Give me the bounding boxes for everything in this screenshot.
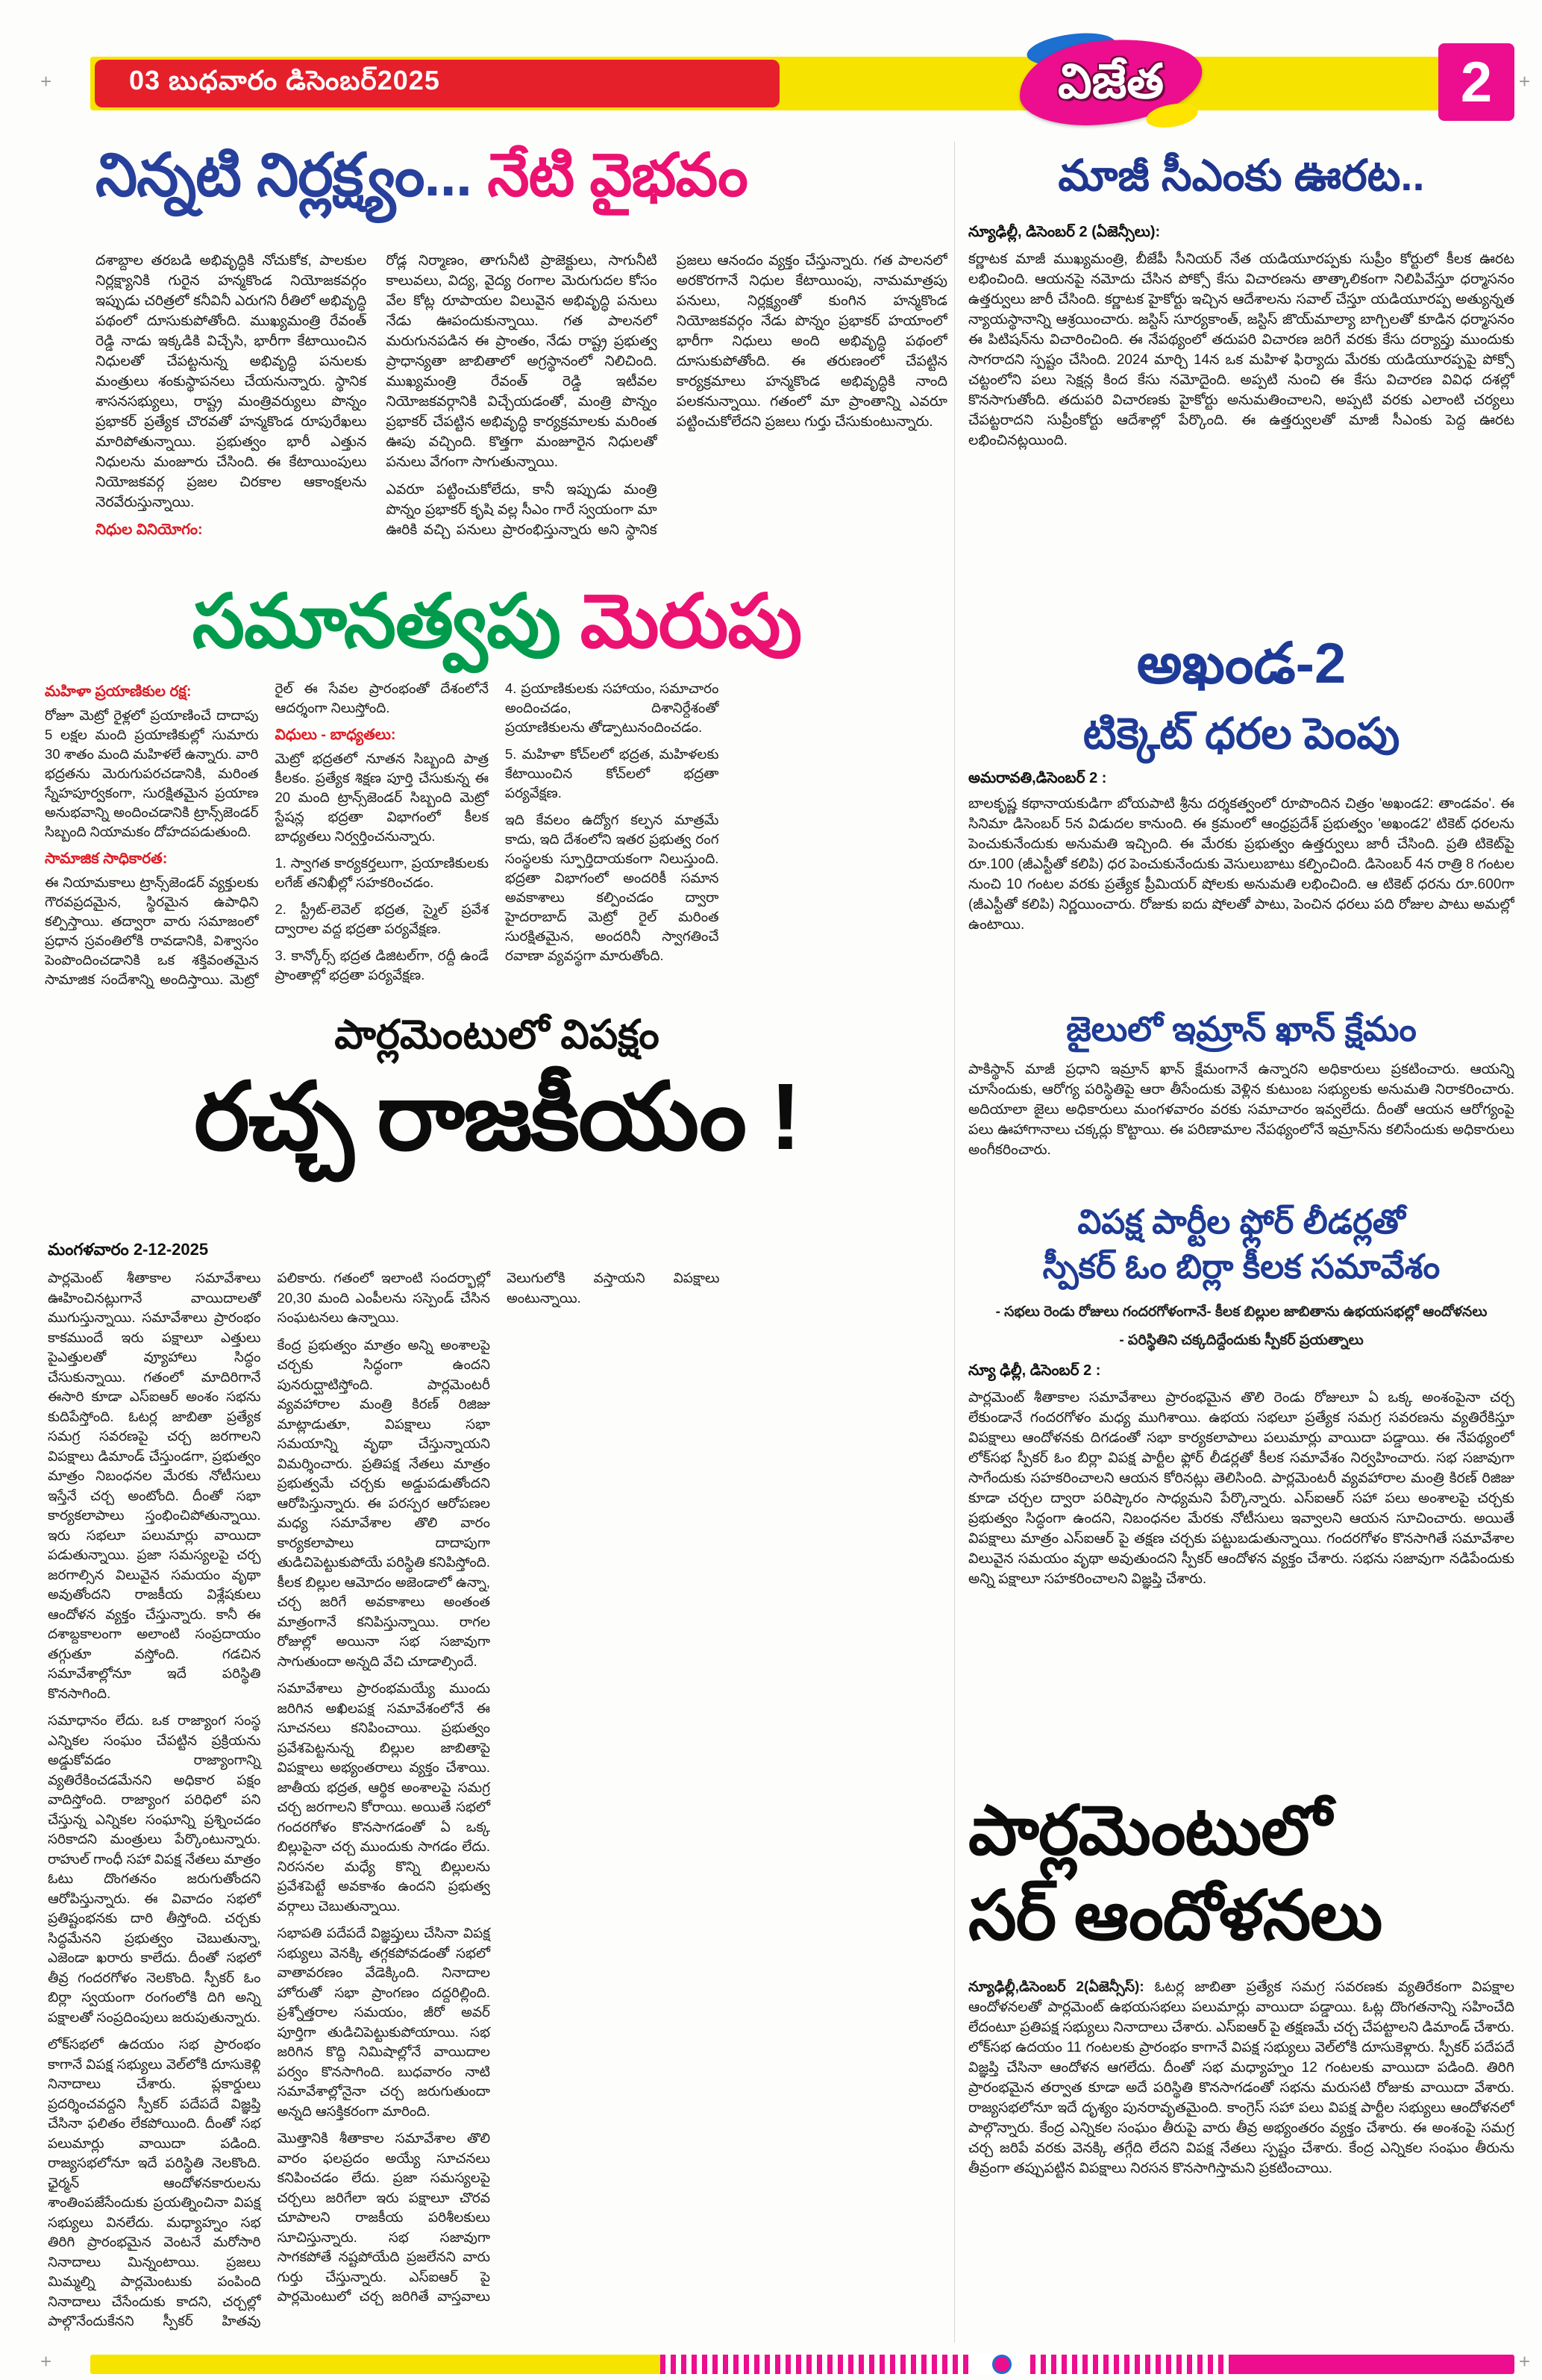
parliament-dateline: మంగళవారం 2-12-2025 bbox=[48, 1240, 209, 1259]
speaker-headline-line1: విపక్ష పార్టీల ఫ్లోర్ లీడర్లతో bbox=[1077, 1203, 1405, 1241]
footer-badge-icon bbox=[992, 2355, 1012, 2374]
body-paragraph: మొత్తానికి శీతాకాల సమావేశాల తొలి వారం ఫలప్రదం అయ్యే సూచనలు కనిపించడం లేదు. ప్రజా సమస్యలపై చర్చలు జరిగేలా ఇరు పక్షాలూ చొరవ చూపాలని రాజకీయ పరిశీలకులు సూచిస్తున్నారు. సభ సజావుగా సాగకపోతే నష్టపోయేది ప్రజలేనని వారు గుర్తు చేస్తున్నారు. ఎస్ఐఆర్ పై పార్లమెంటులో చర్చ జరిగితే వాస్తవాలు వెలుగులోకి వస్తాయని విపక్షాలు అంటున్నాయి. bbox=[277, 1270, 720, 2304]
page-number: 2 bbox=[1460, 50, 1493, 114]
sir-dateline: న్యూఢిల్లీ,డిసెంబర్ 2(ఏజెన్సీస్): bbox=[968, 1979, 1144, 1995]
akhanda-body bbox=[968, 794, 1514, 1004]
cm-article-headline: మాజీ సీఎంకు ఊరట.. bbox=[1058, 151, 1425, 200]
crop-mark-top-left: + bbox=[40, 70, 52, 93]
date-box bbox=[95, 60, 780, 107]
footer-stripe-segment bbox=[1030, 2355, 1229, 2374]
page-number-box bbox=[1438, 43, 1514, 121]
lead-headline-part1: నిన్నటి నిర్లక్ష్యం... bbox=[95, 142, 472, 208]
body-paragraph: ఈ నియామకాలు ట్రాన్స్‌జెండర్ వ్యక్తులకు గౌరవప్రదమైన, స్థిరమైన ఉపాధిని కల్పిస్తాయి. తద్వారా వారు సమాజంలో ప్రధాన స్రవంతిలోకి రావడానికి, విశ్వాసం పెంపొందించడానికి ఒక శక్తివంతమైన సామాజిక సందేశాన్ని అందిస్తాయి. మెట్రో రైల్ ఈ సేవల ప్రారంభంతో దేశంలోనే ఆదర్శంగా నిలుస్తోంది. bbox=[45, 680, 489, 987]
equality-headline-part2: మెరుపు bbox=[560, 580, 802, 663]
speaker-dateline: న్యూ ఢిల్లీ, డిసెంబర్ 2 : bbox=[968, 1362, 1101, 1379]
equality-subhead-3: విధులు - బాధ్యతలు: bbox=[275, 727, 396, 743]
footer-stripe-segment bbox=[660, 2355, 974, 2374]
body-paragraph: ఎవరూ పట్టించుకోలేదు, కానీ ఇప్పుడు మంత్రి పొన్నం ప్రభాకర్ కృషి వల్ల సీఎం గారే స్వయంగా మా ఊరికి వచ్చి పనులు ప్రారంభిస్తున్నారు అని స్థానిక ప్రజలు ఆనందం వ్యక్తం చేస్తున్నారు. గత పాలనలో అరకొరగానే నిధుల కేటాయింపు, నామమాత్రపు పనులు, నిర్లక్ష్యంతో కుంగిన హన్మకొండ నియోజకవర్గం నేడు పొన్నం ప్రభాకర్ హయాంలో భారీగా నిధులు అంది అభివృద్ధి పథంలో దూసుకుపోతోంది. ఈ తరుణంలో చేపట్టిన కార్యక్రమాలు హన్మకొండ అభివృద్ధికి నాంది పలకనున్నాయి. గతంలో మా ప్రాంతాన్ని ఎవరూ పట్టించుకోలేదని ప్రజలు గుర్తు చేసుకుంటున్నారు. bbox=[386, 253, 947, 538]
list-item: 2. స్ట్రీట్-లెవెల్ భద్రత, స్మైల్ ప్రవేశ ద్వారాల వద్ద భద్రతా పర్యవేక్షణ. bbox=[275, 901, 489, 936]
speaker-deck-2: - పరిస్థితిని చక్కదిద్దేందుకు స్పీకర్ ప్రయత్నాలు bbox=[1119, 1333, 1364, 1348]
lead-subhead: నిధుల వినియోగం: bbox=[95, 522, 203, 538]
list-item: 5. మహిళా కోచ్‌లలో భద్రత, మహిళలకు కేటాయించిన కోచ్‌లలో భద్రతా పర్యవేక్షణ. bbox=[505, 746, 719, 801]
footer-yellow-segment bbox=[90, 2355, 660, 2374]
crop-mark-bottom-left: + bbox=[40, 2350, 52, 2373]
body-paragraph: ఇది కేవలం ఉద్యోగ కల్పన మాత్రమే కాదు, ఇది దేశంలోని ఇతర ప్రభుత్వ రంగ సంస్థలకు స్ఫూర్తిదాయకంగా నిలుస్తుంది. భద్రతా విభాగంలో అందరికీ సమాన అవకాశాలు కల్పించడం ద్వారా హైదరాబాద్ మెట్రో రైల్ మరింత సురక్షితమైన, అందరినీ స్వాగతించే రవాణా వ్యవస్థగా మారుతోంది. bbox=[505, 812, 719, 963]
imran-headline: జైలులో ఇమ్రాన్ ఖాన్ క్షేమం bbox=[1066, 1009, 1417, 1048]
column-divider bbox=[954, 142, 955, 2343]
akhanda-headline-line1: అఖండ-2 bbox=[1136, 632, 1347, 695]
footer-strip bbox=[90, 2355, 1514, 2374]
body-paragraph: మెట్రో భద్రతలో నూతన సిబ్బంది పాత్ర కీలకం. ప్రత్యేక శిక్షణ పూర్తి చేసుకున్న ఈ 20 మంది ట్రాన్స్‌జెండర్ సిబ్బంది మెట్రో స్టేషన్ల భద్రతా విభాగంలో కీలక బాధ్యతలు నిర్వర్తించనున్నారు. bbox=[275, 751, 489, 844]
sir-headline-line2: సర్ ఆందోళనలు bbox=[968, 1878, 1382, 1954]
equality-subhead-2: సామాజిక సాధికారత: bbox=[45, 851, 168, 867]
akhanda-headline-line2: టిక్కెట్ ధరల పెంపు bbox=[1082, 710, 1400, 758]
body-paragraph: సమాధానం లేదు. ఒక రాజ్యాంగ సంస్థ ఎన్నికల సంఘం చేపట్టిన ప్రక్రియను అడ్డుకోవడం రాజ్యాంగాన్ని వ్యతిరేకించడమేనని అధికార పక్షం వాదిస్తోంది. రాజ్యాంగ పరిధిలో పని చేస్తున్న ఎన్నికల సంఘాన్ని ప్రశ్నించడం సరికాదని మంత్రులు పేర్కొంటున్నారు. రాహుల్ గాంధీ సహా విపక్ష నేతలు మాత్రం ఓటు దొంగతనం జరుగుతోందని ఆరోపిస్తున్నారు. ఈ వివాదం సభలో ప్రతిష్టంభనకు దారి తీస్తోంది. చర్చకు సిద్ధమేనని ప్రభుత్వం చెబుతున్నా, ఎజెండా ఖరారు కాలేదు. దీంతో సభలో తీవ్ర గందరగోళం నెలకొంది. స్పీకర్ ఓం బిర్లా స్వయంగా రంగంలోకి దిగి అన్ని పక్షాలతో సంప్రదింపులు జరుపుతున్నారు. bbox=[48, 1712, 261, 2025]
body-paragraph: దశాబ్దాల తరబడి అభివృద్ధికి నోచుకోక, పాలకుల నిర్లక్ష్యానికి గురైన హన్మకొండ నియోజకవర్గం ఇప్పుడు చరిత్రలో కనీవినీ ఎరుగని రీతిలో అభివృద్ధి పథంలో దూసుకుపోతోంది. ముఖ్యమంత్రి రేవంత్ రెడ్డి నాడు ఇక్కడికి విచ్చేసి, భారీగా కేటాయించిన నిధులతో చేపట్టనున్న అభివృద్ధి పనులకు మంత్రులు శంకుస్థాపనలు చేయనున్నారు. స్థానిక శాసనసభ్యులు, రాష్ట్ర మంత్రివర్యులు పొన్నం ప్రభాకర్ ప్రత్యేక చొరవతో హన్మకొండ రూపురేఖలు మారిపోతున్నాయి. ప్రభుత్వం భారీ ఎత్తున నిధులను మంజూరు చేసింది. ఈ కేటాయింపులు నియోజకవర్గ ప్రజల చిరకాల ఆకాంక్షలను నెరవేరుస్తున్నాయి. bbox=[95, 253, 367, 510]
equality-body bbox=[45, 679, 949, 1007]
body-paragraph: పాకిస్థాన్ మాజీ ప్రధాని ఇమ్రాన్ ఖాన్ క్షేమంగానే ఉన్నారని అధికారులు ప్రకటించారు. ఆయన్ని చూసేందుకు, ఆరోగ్య పరిస్థితిపై ఆరా తీసేందుకు వెళ్లిన కుటుంబ సభ్యులకు అనుమతి నిరాకరించారు. అదియాలా జైలు అధికారులు మంగళవారం వరకు సమాచారం ఇవ్వలేదు. దీంతో ఆయన ఆరోగ్యంపై పలు ఊహాగానాలు చక్కర్లు కొట్టాయి. ఈ పరిణామాల నేపథ్యంలోనే ఇమ్రాన్‌ను కలిసేందుకు అధికారులు అంగీకరించారు. bbox=[968, 1062, 1514, 1158]
equality-subhead-1: మహిళా ప్రయాణికుల రక్ష: bbox=[45, 683, 192, 700]
date-text: 03 బుధవారం డిసెంబర్2025 bbox=[129, 64, 440, 95]
lead-headline bbox=[95, 142, 953, 209]
speaker-body bbox=[968, 1388, 1514, 1785]
body-paragraph bbox=[968, 1977, 1514, 2179]
body-paragraph: కేంద్ర ప్రభుత్వం మాత్రం అన్ని అంశాలపై చర్చకు సిద్ధంగా ఉందని పునరుద్ఘాటిస్తోంది. పార్లమెంటరీ వ్యవహారాల మంత్రి కిరణ్ రిజిజు మాట్లాడుతూ, విపక్షాలు సభా సమయాన్ని వృథా చేస్తున్నాయని విమర్శించారు. ప్రతిపక్ష నేతలు మాత్రం ప్రభుత్వమే చర్చకు అడ్డుపడుతోందని ఆరోపిస్తున్నారు. ఈ పరస్పర ఆరోపణల మధ్య సమావేశాల తొలి వారం కార్యకలాపాలు దాదాపుగా తుడిచిపెట్టుకుపోయే పరిస్థితి కనిపిస్తోంది. కీలక బిల్లుల ఆమోదం అజెండాలో ఉన్నా, చర్చ జరిగే అవకాశాలు అంతంత మాత్రంగానే కనిపిస్తున్నాయి. రాగల రోజుల్లో అయినా సభ సజావుగా సాగుతుందా అన్నది వేచి చూడాల్సిందే. bbox=[277, 1336, 490, 1669]
speaker-headline-line2: స్పీకర్ ఓం బిర్లా కీలక సమావేశం bbox=[1042, 1247, 1441, 1285]
body-paragraph: లోక్‌సభలో ఉదయం సభ ప్రారంభం కాగానే విపక్ష సభ్యులు వెల్‌లోకి దూసుకెళ్లి నినాదాలు చేశారు. ప్లకార్డులు ప్రదర్శించవద్దని స్పీకర్ పదేపదే విజ్ఞప్తి చేసినా ఫలితం లేకపోయింది. దీంతో సభ పలుమార్లు వాయిదా పడింది. రాజ్యసభలోనూ ఇదే పరిస్థితి నెలకొంది. ఛైర్మన్ ఆందోళనకారులను శాంతింపజేసేందుకు ప్రయత్నించినా విపక్ష సభ్యులు వినలేదు. మధ్యాహ్నం సభ తిరిగి ప్రారంభమైన వెంటనే మరోసారి నినాదాలు మిన్నంటాయి. ప్రజలు మిమ్మల్ని పార్లమెంటుకు పంపింది నినాదాలు చేసేందుకు కాదని, చర్చల్లో పాల్గొనేందుకేనని స్పీకర్ హితవు పలికారు. గతంలో ఇలాంటి సందర్భాల్లో 20,30 మంది ఎంపీలను సస్పెండ్ చేసిన సంఘటనలు ఉన్నాయి. bbox=[48, 1270, 490, 2329]
footer-badge bbox=[974, 2355, 1030, 2374]
crop-mark-bottom-right: + bbox=[1519, 2350, 1531, 2373]
parliament-body bbox=[48, 1268, 949, 2343]
cm-article-dateline: న్యూఢిల్లీ, డిసెంబర్ 2 (ఏజెన్సీలు): bbox=[968, 224, 1161, 240]
body-paragraph: పార్లమెంట్ శీతాకాల సమావేశాలు ప్రారంభమైన తొలి రెండు రోజులూ ఏ ఒక్క అంశంపైనా చర్చ లేకుండానే గందరగోళం మధ్య ముగిశాయి. ఉభయ సభలూ ప్రత్యేక సమగ్ర సవరణను వ్యతిరేకిస్తూ విపక్షాలు ఆందోళనకు దిగడంతో సభా కార్యకలాపాలు పలుమార్లు వాయిదా పడ్డాయి. ఈ నేపథ్యంలో లోక్‌సభ స్పీకర్ ఓం బిర్లా విపక్ష పార్టీల ఫ్లోర్ లీడర్లతో కీలక సమావేశం నిర్వహించారు. సభ సజావుగా సాగేందుకు సహకరించాలని ఆయన కోరినట్లు తెలిసింది. పార్లమెంటరీ వ్యవహారాల మంత్రి కిరణ్ రిజిజు కూడా చర్చల ద్వారా పరిష్కారం సాధ్యమని పేర్కొన్నారు. ఎస్ఐఆర్ సహా పలు అంశాలపై చర్చకు ప్రభుత్వం సిద్ధంగా ఉందని, నిబంధనల మేరకు నోటీసులు ఇవ్వాలని ఆయన సూచించారు. అయితే విపక్షాలు మాత్రం ఎస్ఐఆర్ పై తక్షణ చర్చకు పట్టుబడుతున్నాయి. గందరగోళం కొనసాగితే సమావేశాల విలువైన సమయం వృథా అవుతుందని స్పీకర్ ఆందోళన వ్యక్తం చేశారు. సభను సజావుగా నడిపేందుకు అన్ని పక్షాలూ సహకరించాలని విజ్ఞప్తి చేశారు. bbox=[968, 1390, 1514, 1587]
footer-pink-segment bbox=[1229, 2355, 1514, 2374]
crop-mark-top-right: + bbox=[1519, 70, 1531, 93]
parliament-kicker: పార్లమెంటులో విపక్షం bbox=[334, 1012, 659, 1057]
body-paragraph: బాలకృష్ణ కథానాయకుడిగా బోయపాటి శ్రీను దర్శకత్వంలో రూపొందిన చిత్రం 'అఖండ2: తాండవం'. ఈ సినిమా డిసెంబర్ 5న విడుదల కానుంది. ఈ క్రమంలో ఆంధ్రప్రదేశ్ ప్రభుత్వం 'అఖండ2' టికెట్ ధరలను పెంచుకునేందుకు అనుమతి ఇచ్చింది. ఈ మేరకు ప్రభుత్వం ఉత్తర్వులు జారీ చేసింది. ప్రతి టికెట్‌పై రూ.100 (జీఎస్టీతో కలిపి) ధర పెంచుకునేందుకు వెసులుబాటు కల్పించింది. డిసెంబర్ 4న రాత్రి 8 గంటల నుంచి 10 గంటల వరకు ప్రత్యేక ప్రీమియర్ షోలకు అనుమతి లభించింది. ఆ టికెట్ ధరను రూ.600గా (జీఎస్టీతో కలిపి) నిర్ణయించారు. రోజుకు ఐదు షోలతో పాటు, పెంచిన ధరలు పది రోజుల పాటు అమల్లో ఉంటాయి. bbox=[968, 796, 1514, 933]
cm-article-body bbox=[968, 249, 1514, 626]
sir-body bbox=[968, 1977, 1514, 2350]
speaker-deck-1: - సభలు రెండు రోజులు గందరగోళంగానే- కీలక బిల్లుల జాబితాను ఉభయసభల్లో ఆందోళనలు bbox=[995, 1304, 1488, 1320]
equality-headline-part1: సమానత్వపు bbox=[192, 580, 560, 663]
masthead-title: విజేత bbox=[1057, 54, 1165, 108]
list-item: 3. కాన్కోర్స్ భద్రత డిజిటల్‌గా, రద్దీ ఉండే ప్రాంతాల్లో భద్రతా పర్యవేక్షణ. bbox=[275, 948, 489, 983]
akhanda-dateline: అమరావతి,డిసెంబర్ 2 : bbox=[968, 770, 1107, 786]
list-item: 1. స్వాగత కార్యకర్తలుగా, ప్రయాణికులకు లగేజ్ తనిఖీల్లో సహకరించడం. bbox=[275, 855, 489, 890]
lead-body bbox=[95, 251, 947, 549]
equality-headline bbox=[45, 579, 949, 683]
body-paragraph: సభాపతి పదేపదే విజ్ఞప్తులు చేసినా విపక్ష సభ్యులు వెనక్కి తగ్గకపోవడంతో సభలో వాతావరణం వేడెక్కింది. నినాదాల హోరుతో సభా ప్రాంగణం దద్దరిల్లింది. ప్రశ్నోత్తరాల సమయం, జీరో అవర్ పూర్తిగా తుడిచిపెట్టుకుపోయాయి. సభ జరిగిన కొద్ది నిమిషాల్లోనే వాయిదాల పర్వం కొనసాగింది. బుధవారం నాటి సమావేశాల్లోనైనా చర్చ జరుగుతుందా అన్నది ఆసక్తికరంగా మారింది. bbox=[277, 1925, 490, 2119]
list-item: 4. ప్రయాణికులకు సహాయం, సమాచారం అందించడం, దిశానిర్దేశంతో ప్రయాణికులను తోడ్పాటునందించడం. bbox=[505, 680, 719, 735]
imran-body bbox=[968, 1059, 1514, 1185]
lead-headline-part2: నేటి వైభవం bbox=[471, 142, 748, 208]
body-paragraph: రోడ్ల నిర్మాణం, తాగునీటి ప్రాజెక్టులు, సాగునీటి కాలువలు, విద్య, వైద్య రంగాల మెరుగుదల కోసం వేల కోట్ల రూపాయల విలువైన అభివృద్ధి పనులు నేడు ఊపందుకున్నాయి. గత పాలనలో మరుగునపడిన ఈ ప్రాంతం, నేడు రాష్ట్ర ప్రభుత్వ ప్రాధాన్యతా జాబితాలో అగ్రస్థానంలో నిలిచింది. ముఖ్యమంత్రి రేవంత్ రెడ్డి ఇటీవల నియోజకవర్గానికి విచ్చేయడంతో, మంత్రి పొన్నం ప్రభాకర్ చేపట్టిన అభివృద్ధి కార్యక్రమాలకు మరింత ఊపు వచ్చింది. కొత్తగా మంజూరైన నిధులతో పనులు వేగంగా సాగుతున్నాయి. bbox=[386, 253, 657, 470]
masthead-logo bbox=[1013, 33, 1209, 131]
parliament-headline: రచ్చ రాజకీయం ! bbox=[194, 1064, 800, 1169]
body-paragraph: రోజూ మెట్రో రైళ్లలో ప్రయాణించే దాదాపు 5 లక్షల మంది ప్రయాణికుల్లో సుమారు 30 శాతం మంది మహిళలే ఉన్నారు. వారి భద్రతను మెరుగుపరచడానికి, మరింత స్నేహపూర్వకంగా, సురక్షితమైన ప్రయాణ అనుభవాన్ని అందించడానికి ట్రాన్స్‌జెండర్ సిబ్బంది నియామకం దోహదపడుతుంది. bbox=[45, 707, 259, 839]
body-paragraph: సమావేశాలు ప్రారంభమయ్యే ముందు జరిగిన అఖిలపక్ష సమావేశంలోనే ఈ సూచనలు కనిపించాయి. ప్రభుత్వం ప్రవేశపెట్టనున్న బిల్లుల జాబితాపై విపక్షాలు అభ్యంతరాలు వ్యక్తం చేశాయి. జాతీయ భద్రత, ఆర్థిక అంశాలపై సమగ్ర చర్చ జరగాలని కోరాయి. అయితే సభలో గందరగోళం కొనసాగడంతో ఏ ఒక్క బిల్లుపైనా చర్చ ముందుకు సాగడం లేదు. నిరసనల మధ్యే కొన్ని బిల్లులను ప్రవేశపెట్టే అవకాశం ఉందని ప్రభుత్వ వర్గాలు చెబుతున్నాయి. bbox=[277, 1680, 490, 1914]
body-paragraph: కర్ణాటక మాజీ ముఖ్యమంత్రి, బీజేపీ సీనియర్ నేత యడియూరప్పకు సుప్రీం కోర్టులో కీలక ఊరట లభించింది. ఆయనపై నమోదు చేసిన పోక్సో కేసు విచారణను తాత్కాలికంగా నిలిపివేస్తూ ధర్మాసనం ఉత్తర్వులు జారీ చేసింది. కర్ణాటక హైకోర్టు ఇచ్చిన ఆదేశాలను సవాల్ చేస్తూ యడియూరప్ప అత్యున్నత న్యాయస్థానాన్ని ఆశ్రయించారు. జస్టిస్ సూర్యకాంత్, జస్టిస్ జొయ్‌మాల్యా బాగ్చిలతో కూడిన ధర్మాసనం ఈ పిటిషన్‌ను విచారించింది. ఈ నేపథ్యంలో తదుపరి విచారణ జరిగే వరకు కేసు దర్యాప్తు ముందుకు సాగరాదని స్పష్టం చేసింది. 2024 మార్చి 14న ఒక మహిళ ఫిర్యాదు మేరకు యడియూరప్పపై పోక్సో చట్టంలోని పలు సెక్షన్ల కింద కేసు నమోదైంది. అప్పటి నుంచి ఈ కేసు విచారణ వివిధ దశల్లో కొనసాగుతోంది. తదుపరి విచారణకు హైకోర్టు అనుమతించాలని, అప్పటి వరకు ఎలాంటి చర్యలు చేపట్టరాదని సుప్రీంకోర్టు ఆదేశాల్లో పేర్కొంది. ఈ ఉత్తర్వులతో మాజీ సీఎంకు పెద్ద ఊరట లభించినట్లయింది. bbox=[968, 251, 1514, 448]
body-paragraph: పార్లమెంట్ శీతాకాల సమావేశాలు ఊహించినట్లుగానే వాయిదాలతో ముగుస్తున్నాయి. సమావేశాలు ప్రారంభం కాకముందే ఇరు పక్షాలూ ఎత్తులు పైఎత్తులతో వ్యూహాలు సిద్ధం చేసుకున్నాయి. గతంలో మాదిరిగానే ఈసారి కూడా ఎస్ఐఆర్ అంశం సభను కుదిపేస్తోంది. ఓటర్ల జాబితా ప్రత్యేక సమగ్ర సవరణపై చర్చ జరగాలని విపక్షాలు డిమాండ్ చేస్తుండగా, ప్రభుత్వం మాత్రం నిబంధనల మేరకు నోటీసులు ఇస్తేనే చర్చ అంటోంది. దీంతో సభా కార్యకలాపాలు స్తంభించిపోతున్నాయి. ఇరు సభలూ పలుమార్లు వాయిదా పడుతున్నాయి. ప్రజా సమస్యలపై చర్చ జరగాల్సిన విలువైన సమయం వృథా అవుతోందని రాజకీయ విశ్లేషకులు ఆందోళన వ్యక్తం చేస్తున్నారు. కానీ ఈ దశాబ్దకాలంగా అలాంటి సంప్రదాయం తగ్గుతూ వస్తోంది. గడచిన సమావేశాల్లోనూ ఇదే పరిస్థితి కొనసాగింది. bbox=[48, 1270, 261, 1701]
sir-body-text: ఓటర్ల జాబితా ప్రత్యేక సమగ్ర సవరణకు వ్యతిరేకంగా విపక్షాల ఆందోళనలతో పార్లమెంట్ ఉభయసభలు పలుమార్లు వాయిదా పడ్డాయి. ఓట్ల దొంగతనాన్ని సహించేది లేదంటూ ప్రతిపక్ష సభ్యులు నినాదాలు చేశారు. ఎస్ఐఆర్ పై తక్షణమే చర్చ చేపట్టాలని డిమాండ్ చేశారు. లోక్‌సభ ఉదయం 11 గంటలకు ప్రారంభం కాగానే విపక్ష సభ్యులు వెల్‌లోకి దూసుకెళ్లారు. స్పీకర్ పదేపదే విజ్ఞప్తి చేసినా ఆందోళన ఆగలేదు. దీంతో సభ మధ్యాహ్నం 12 గంటలకు వాయిదా పడింది. తిరిగి ప్రారంభమైన తర్వాత కూడా అదే పరిస్థితి కొనసాగడంతో సభను మరుసటి రోజుకు వాయిదా వేశారు. రాజ్యసభలోనూ ఇదే దృశ్యం పునరావృతమైంది. కాంగ్రెస్ సహా పలు విపక్ష పార్టీల సభ్యులు ఆందోళనలో పాల్గొన్నారు. కేంద్ర ఎన్నికల సంఘం తీరుపై వారు తీవ్ర అభ్యంతరం వ్యక్తం చేశారు. ఈ అంశంపై సమగ్ర చర్చ జరిపే వరకు వెనక్కి తగ్గేది లేదని విపక్ష నేతలు స్పష్టం చేశారు. కేంద్ర ఎన్నికల సంఘం తీరును తీవ్రంగా తప్పుపట్టిన విపక్షాలు నిరసన కొనసాగిస్తామని ప్రకటించాయి. bbox=[968, 1979, 1514, 2176]
sir-headline-line1: పార్లమెంటులో bbox=[968, 1793, 1331, 1869]
